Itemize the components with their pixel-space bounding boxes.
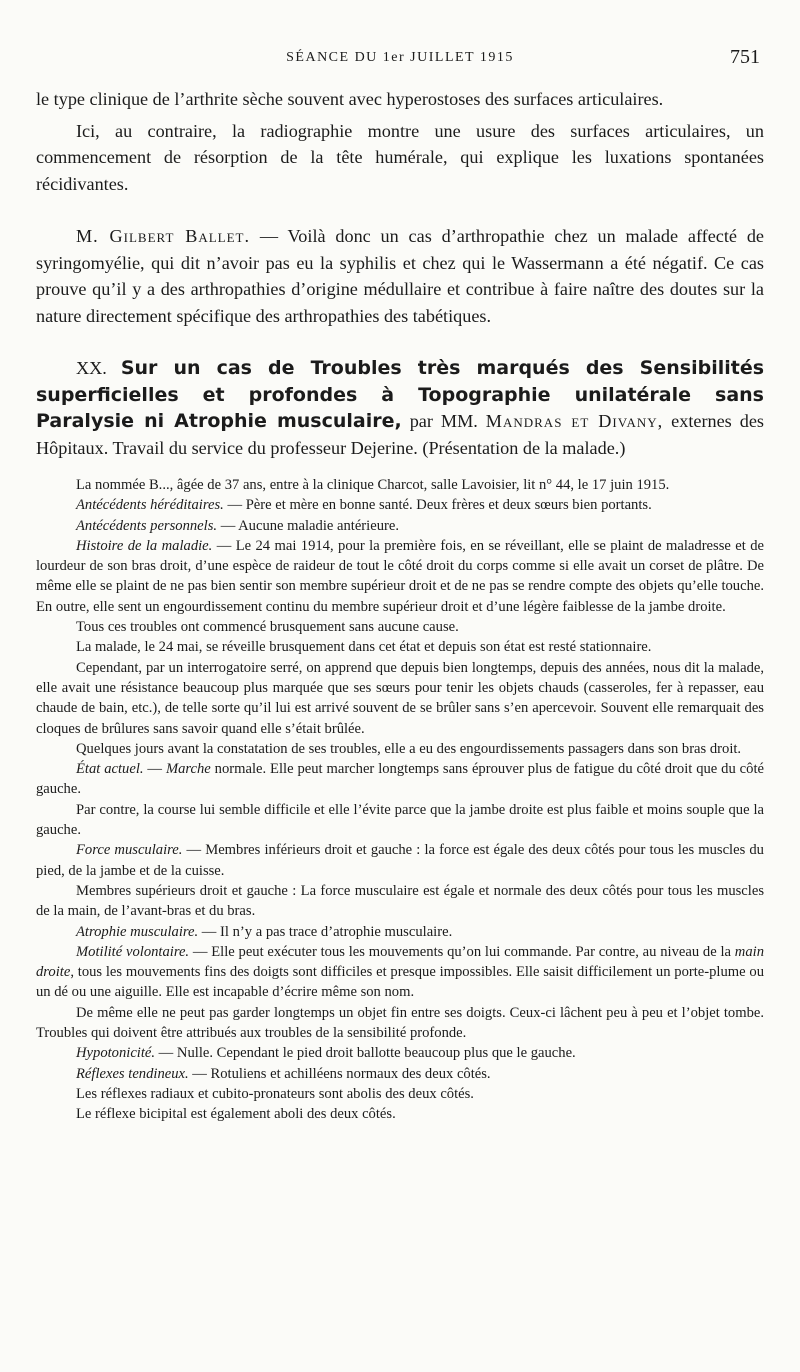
case-heredity (36, 495, 764, 515)
marche-text: normale. Elle peut marcher longtemps sans éprouver plus de fatigue du côté droit que du côté gauche. (36, 761, 764, 798)
authors: Mandras et Divany, (485, 411, 664, 431)
motilite-text-2: , tous les mouvements fins des doigts sont difficiles et presque impossibles. Elle saisit difficilement un porte-plume ou un dé ou une aiguille. Elle est incapable d’écrire même son nom. (36, 964, 764, 1001)
case-atrophie (36, 922, 764, 942)
case-however: Cependant, par un interrogatoire serré, on apprend que depuis bien longtemps, depuis des années, nous dit la malade, elle avait une résistance beaucoup plus marquée que ses sœurs pour tenir les objets chauds (casseroles, fer à repasser, eau chaude de bain, etc.), de telle sorte qu’il lui est arrivé souvent de se brûler sans s’en apercevoir. Souvent elle remarquait des cloques de brûlures sans savoir quand elle s’était brûlée. (36, 659, 764, 737)
affiliation: externes des Hôpitaux. Travail du service du professeur Dejerine. (Présentation de la malade.) (36, 411, 764, 458)
hypotonicite-text: — Nulle. Cependant le pied droit ballotte beaucoup plus que le gauche. (155, 1045, 576, 1062)
section-number: XX. (76, 358, 107, 378)
personal-label: Antécédents personnels. (76, 517, 218, 534)
case-personal (36, 516, 764, 536)
case-report (36, 475, 764, 1125)
case-intro: La nommée B..., âgée de 37 ans, entre à la clinique Charcot, salle Lavoisier, lit n° 44, le 17 juin 1915. (76, 477, 670, 493)
reflexes-text: — Rotuliens et achilléens normaux des deux côtés. (188, 1065, 491, 1082)
case-members: Membres supérieurs droit et gauche : La force musculaire est égale et normale des deux côtés pour tous les muscles de la main, de l’avant-bras et du bras. (36, 882, 764, 920)
section-heading (36, 355, 764, 461)
case-bicipital: Le réflexe bicipital est également aboli des deux côtés. (76, 1106, 396, 1123)
case-force (36, 840, 764, 881)
etat-label: État actuel. (76, 761, 144, 778)
case-stationary: La malade, le 24 mai, se réveille brusquement dans cet état et depuis son état est resté stationnaire. (76, 639, 652, 656)
main-droite: main droite (36, 943, 764, 981)
case-meme: De même elle ne peut pas garder longtemps un objet fin entre ses doigts. Ceux-ci lâchent peu à peu et l’objet tombe. Troubles qui doivent être attribués aux troubles de la sensibilité profonde. (36, 1004, 764, 1042)
speaker-text: — Voilà donc un cas d’arthropathie chez un malade affecté de syringomyélie, qui dit n’avoir pas eu la syphilis et chez qui le Wassermann a été négatif. Ce cas prouve qu’il y a des arthropathies d’origine médullaire et contribue à faire naître des doutes sur la nature directement spécifique des arthropathies des tabétiques. (36, 226, 764, 326)
case-radiaux: Les réflexes radiaux et cubito-pronateurs sont abolis des deux côtés. (76, 1085, 474, 1102)
atrophie-label: Atrophie musculaire. (76, 923, 199, 940)
motilite-text-1: — Elle peut exécuter tous les mouvements qu’on lui commande. Par contre, au niveau de la (189, 943, 735, 960)
personal-text: — Aucune maladie antérieure. (217, 517, 399, 534)
case-etat: État actuel. — Marche normale. Elle peut marcher longtemps sans éprouver plus de fatigue du côté droit que du côté gauche. (36, 761, 764, 798)
case-reflexes (36, 1064, 764, 1084)
page-header (0, 46, 800, 72)
atrophie-text: — Il n’y a pas trace d’atrophie musculaire. (198, 923, 453, 940)
history-text: — Le 24 mai 1914, pour la première fois, en se réveillant, elle se plaint de maladresse et de lourdeur de son bras droit, d’une espèce de raideur de tout le côté droit du corps comme si elle avait un corset de plâtre. De même elle se plaint de ne pas bien sentir son membre supérieur droit et de ne pas se rendre compte des objets qu’elle touche. En outre, elle sent un engourdissement continu du membre supérieur droit et d’une légère faiblesse de la jambe droite. (36, 537, 764, 615)
reflexes-label: Réflexes tendineux. (76, 1065, 189, 1082)
hypotonicite-label: Hypotonicité. (76, 1045, 156, 1062)
case-motilite (36, 942, 764, 1003)
heredity-text: — Père et mère en bonne santé. Deux frères et deux sœurs bien portants. (223, 497, 652, 514)
page-body (36, 86, 764, 1125)
heredity-label: Antécédents héréditaires. (76, 497, 224, 514)
case-history (36, 536, 764, 617)
case-sudden: Tous ces troubles ont commencé brusquement sans aucune cause. (76, 619, 459, 636)
force-text: — Membres inférieurs droit et gauche : la force est égale des deux côtés pour tous les muscles du pied, de la jambe et de la cuisse. (36, 842, 764, 879)
paragraph-arthrite: le type clinique de l’arthrite sèche souvent avec hyperostoses des surfaces articulaires. (36, 89, 664, 109)
running-title: SÉANCE DU 1er JUILLET 1915 (286, 50, 514, 65)
marche-label: Marche (165, 761, 211, 778)
motilite-label: Motilité volontaire. (76, 943, 190, 960)
case-hypotonicite (36, 1043, 764, 1063)
authors-prefix: par MM. (401, 411, 486, 431)
paragraph-radiographie: Ici, au contraire, la radiographie montre une usure des surfaces articulaires, un commencement de résorption de la tête humérale, qui explique les luxations spontanées récidivantes. (36, 120, 764, 194)
speaker-name: M. Gilbert Ballet. (76, 226, 251, 246)
force-label: Force musculaire. (76, 842, 183, 859)
history-label: Histoire de la maladie. (76, 537, 213, 554)
case-contra: Par contre, la course lui semble difficile et elle l’évite parce que la jambe droite est plus faible et moins souple que la gauche. (36, 801, 764, 839)
paragraph-ballet (36, 223, 764, 329)
section-title: Sur un cas de Troubles très marqués des Sensibilités superficielles et profondes à Topographie unilatérale sans Paralysie ni Atrophie musculaire, (36, 357, 765, 432)
case-days: Quelques jours avant la constatation de ses troubles, elle a eu des engourdissements passagers dans son bras droit. (76, 740, 742, 757)
page-number: 751 (730, 46, 760, 68)
